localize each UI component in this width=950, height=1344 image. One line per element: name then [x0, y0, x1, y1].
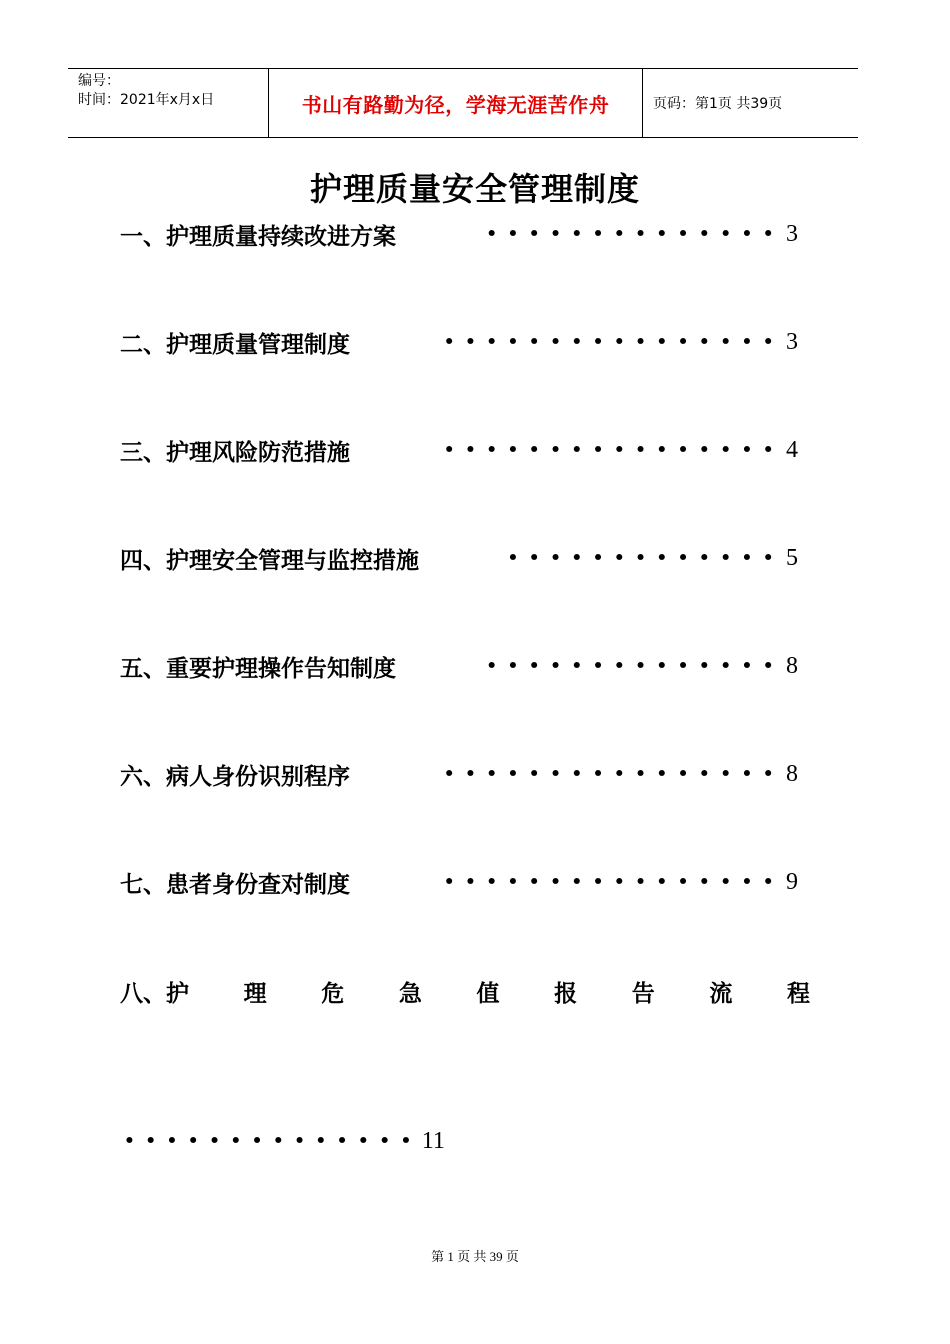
document-time-label: 时间：2021年x月x日 — [78, 92, 215, 108]
document-header — [68, 68, 858, 138]
toc-leader-dots: •••••••••••••• — [486, 224, 784, 244]
toc-leader-dots: ••••••••••••• — [507, 548, 784, 568]
document-title: 护理质量安全管理制度 — [309, 170, 640, 208]
toc-entry — [120, 865, 810, 899]
toc-leader-dots: •••••••••••••••• — [443, 440, 784, 460]
toc-leader-dots: •••••••••••••••• — [443, 332, 784, 352]
toc-entry-char: 急 — [398, 979, 422, 1007]
toc-leader-dots: •••••••••••••• — [486, 656, 784, 676]
toc-entry — [120, 757, 810, 791]
header-motto: 书山有路勤为径，学海无涯苦作舟 — [269, 69, 643, 137]
toc-entry-char: 值 — [476, 979, 500, 1007]
toc-page-number: 3 — [786, 220, 798, 247]
toc-entry — [120, 433, 810, 467]
toc-entry-char: 程 — [787, 979, 810, 1007]
toc-leader-dots: •••••••••••••• — [124, 1131, 422, 1151]
toc-entry-text: 二、护理质量管理制度 — [120, 330, 350, 358]
document-number-label: 编号： — [78, 73, 120, 89]
toc-page-number: 4 — [786, 436, 798, 463]
toc-page-number: 3 — [786, 328, 798, 355]
toc-entry-char: 危 — [321, 979, 345, 1007]
toc-entry-char: 报 — [554, 979, 578, 1007]
page-footer: 第 1 页 共 39 页 — [431, 1249, 519, 1264]
header-meta — [68, 69, 269, 137]
toc-leader-dots: •••••••••••••••• — [443, 872, 784, 892]
header-page-info: 页码：第1页 共39页 — [653, 96, 783, 112]
toc-entry-text: 一、护理质量持续改进方案 — [120, 222, 396, 250]
toc-entry-text: 七、患者身份查对制度 — [120, 870, 350, 898]
toc-entry — [120, 649, 810, 683]
toc-entry-text: 五、重要护理操作告知制度 — [120, 654, 396, 682]
toc-entry-text: 六、病人身份识别程序 — [120, 762, 350, 790]
toc-entry-char: 告 — [631, 979, 655, 1007]
toc-page-number: 11 — [421, 1127, 445, 1154]
toc-entry — [120, 217, 810, 251]
toc-page-number: 5 — [786, 544, 798, 571]
toc-entry — [120, 541, 810, 575]
toc-entry-char: 流 — [709, 979, 733, 1007]
toc-page-number: 8 — [786, 652, 798, 679]
toc-entry — [120, 325, 810, 359]
toc-entry-continuation — [124, 1124, 445, 1158]
toc-entry-text: 三、护理风险防范措施 — [120, 438, 350, 466]
toc-page-number: 9 — [786, 868, 798, 895]
toc-entry-text: 四、护理安全管理与监控措施 — [120, 546, 419, 574]
toc-entry-char: 理 — [243, 979, 267, 1007]
toc-page-number: 8 — [786, 760, 798, 787]
toc-entry-justified — [120, 974, 810, 1008]
toc-leader-dots: •••••••••••••••• — [443, 764, 784, 784]
toc-entry-char: 八、护 — [120, 979, 189, 1007]
